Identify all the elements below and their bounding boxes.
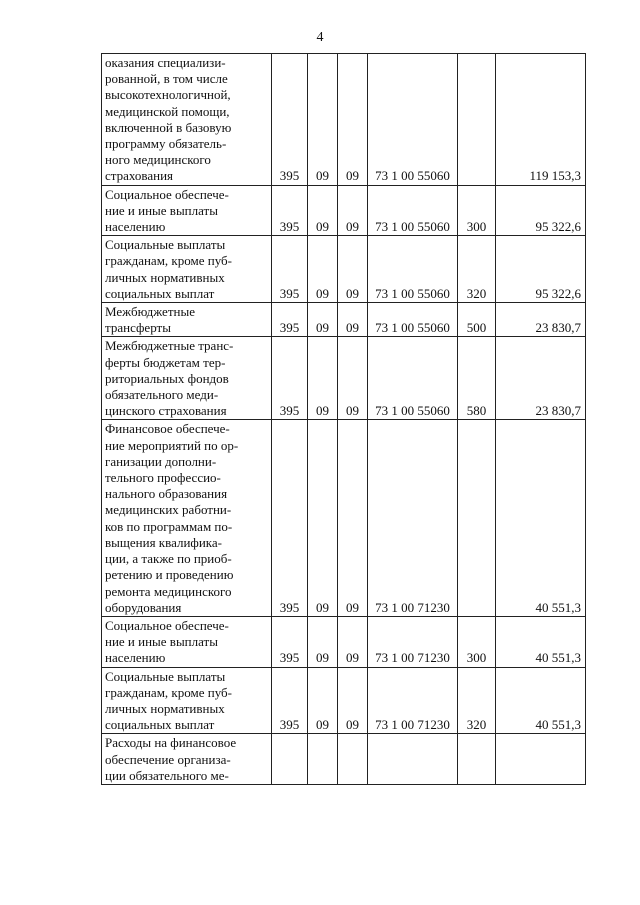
table-row <box>102 303 586 337</box>
table-row <box>102 667 586 734</box>
amount-value: 40 551,3 <box>496 667 586 734</box>
row-name: Социальные выплаты гражданам, кроме пуб- личных нормативных социальных выплат <box>102 667 272 734</box>
ministry-code: 395 <box>272 54 308 186</box>
table-row <box>102 337 586 420</box>
subsection-code: 09 <box>338 303 368 337</box>
ministry-code <box>272 734 308 785</box>
section-code: 09 <box>308 236 338 303</box>
table-row <box>102 734 586 785</box>
row-name: оказания специализи- рованной, в том числе высокотехнологичной, медицинской помощи, включенной в базовую программу обязатель- ного медицинского страхования <box>102 54 272 186</box>
expense-type-code: 300 <box>458 616 496 667</box>
section-code: 09 <box>308 337 338 420</box>
row-name: Социальное обеспече- ние и иные выплаты населению <box>102 616 272 667</box>
table-row <box>102 420 586 616</box>
table-row <box>102 185 586 236</box>
section-code: 09 <box>308 420 338 616</box>
expense-type-code: 580 <box>458 337 496 420</box>
subsection-code: 09 <box>338 616 368 667</box>
expense-type-code: 320 <box>458 667 496 734</box>
expense-type-code: 300 <box>458 185 496 236</box>
row-name: Социальное обеспече- ние и иные выплаты населению <box>102 185 272 236</box>
amount-value: 23 830,7 <box>496 337 586 420</box>
target-article-code: 73 1 00 71230 <box>368 420 458 616</box>
table-row <box>102 54 586 186</box>
row-name: Расходы на финансовое обеспечение организа- ции обязательного ме- <box>102 734 272 785</box>
row-name: Межбюджетные транс- ферты бюджетам тер- риториальных фондов обязательного меди- цинского страхования <box>102 337 272 420</box>
ministry-code: 395 <box>272 337 308 420</box>
amount-value <box>496 734 586 785</box>
section-code: 09 <box>308 667 338 734</box>
budget-table-body <box>102 54 586 785</box>
amount-value: 95 322,6 <box>496 236 586 303</box>
target-article-code: 73 1 00 55060 <box>368 236 458 303</box>
row-name: Межбюджетные трансферты <box>102 303 272 337</box>
target-article-code <box>368 734 458 785</box>
subsection-code: 09 <box>338 236 368 303</box>
target-article-code: 73 1 00 55060 <box>368 54 458 186</box>
subsection-code: 09 <box>338 420 368 616</box>
ministry-code: 395 <box>272 303 308 337</box>
target-article-code: 73 1 00 55060 <box>368 185 458 236</box>
target-article-code: 73 1 00 71230 <box>368 667 458 734</box>
table-row <box>102 616 586 667</box>
ministry-code: 395 <box>272 236 308 303</box>
subsection-code: 09 <box>338 54 368 186</box>
amount-value: 119 153,3 <box>496 54 586 186</box>
expense-type-code <box>458 420 496 616</box>
row-name: Социальные выплаты гражданам, кроме пуб- личных нормативных социальных выплат <box>102 236 272 303</box>
subsection-code: 09 <box>338 667 368 734</box>
expense-type-code <box>458 734 496 785</box>
amount-value: 40 551,3 <box>496 420 586 616</box>
target-article-code: 73 1 00 71230 <box>368 616 458 667</box>
ministry-code: 395 <box>272 420 308 616</box>
expense-type-code <box>458 54 496 186</box>
section-code <box>308 734 338 785</box>
expense-type-code: 500 <box>458 303 496 337</box>
budget-table <box>101 53 586 785</box>
section-code: 09 <box>308 303 338 337</box>
section-code: 09 <box>308 185 338 236</box>
ministry-code: 395 <box>272 185 308 236</box>
section-code: 09 <box>308 54 338 186</box>
target-article-code: 73 1 00 55060 <box>368 337 458 420</box>
subsection-code <box>338 734 368 785</box>
page-number: 4 <box>316 30 324 45</box>
expense-type-code: 320 <box>458 236 496 303</box>
table-row <box>102 236 586 303</box>
section-code: 09 <box>308 616 338 667</box>
ministry-code: 395 <box>272 616 308 667</box>
amount-value: 95 322,6 <box>496 185 586 236</box>
ministry-code: 395 <box>272 667 308 734</box>
subsection-code: 09 <box>338 337 368 420</box>
row-name: Финансовое обеспече- ние мероприятий по ор- ганизации дополни- тельного профессио- нального образования медицинских работни- ков по программам по- выщения квалифика- ции, а также по приоб- ретению и проведению ремонта медицинского оборудования <box>102 420 272 616</box>
amount-value: 40 551,3 <box>496 616 586 667</box>
target-article-code: 73 1 00 55060 <box>368 303 458 337</box>
subsection-code: 09 <box>338 185 368 236</box>
amount-value: 23 830,7 <box>496 303 586 337</box>
